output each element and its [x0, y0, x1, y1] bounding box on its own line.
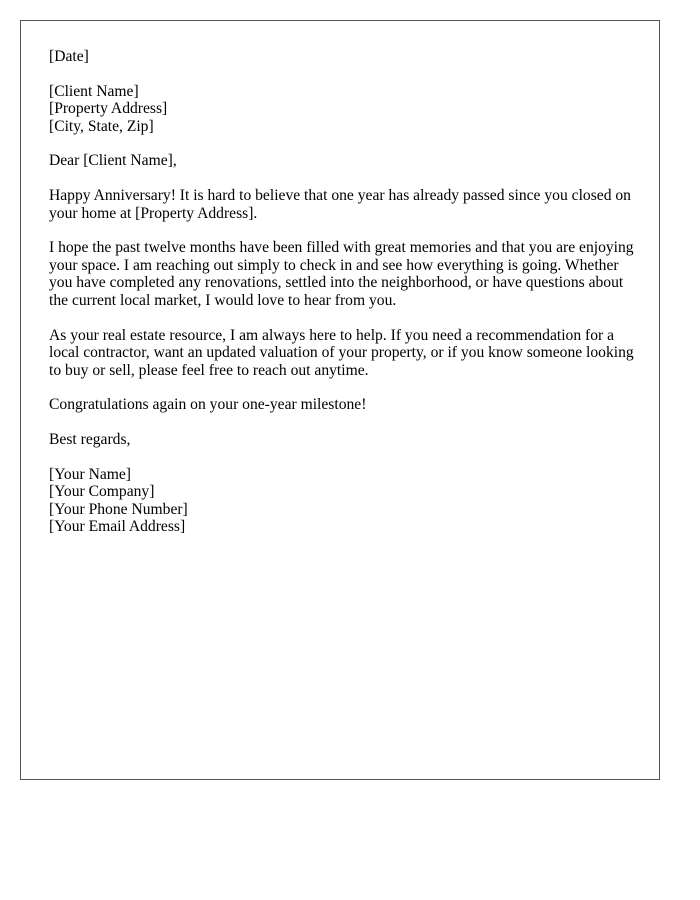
signature-name: [Your Name]: [49, 465, 132, 483]
recipient-block: [49, 83, 639, 136]
closing-block: [49, 431, 639, 449]
letter-page: [20, 20, 660, 780]
signature-block: [49, 466, 639, 536]
paragraph-check-in: I hope the past twelve months have been filled with great memories and that you are enjoying your space. I am reaching out simply to check in and see how everything is going. Whether you have completed any renovations, settled into the neighborhood, or have questions about the current local market, I would love to hear from you.: [49, 239, 634, 309]
signature-company: [Your Company]: [49, 483, 155, 501]
letter-date: [Date]: [49, 48, 89, 65]
signature-phone: [Your Phone Number]: [49, 500, 188, 518]
letter-body: [49, 48, 639, 553]
recipient-name: [Client Name]: [49, 82, 139, 100]
paragraph-congratulations: Congratulations again on your one-year milestone!: [49, 396, 367, 414]
salutation-block: [49, 152, 639, 170]
recipient-address: [Property Address]: [49, 100, 168, 118]
paragraph-resource: As your real estate resource, I am always here to help. If you need a recommendation for a local contractor, want an updated valuation of your property, or if you know someone looking to buy or sell, please feel free to reach out anytime.: [49, 326, 634, 379]
signature-email: [Your Email Address]: [49, 518, 186, 536]
salutation: Dear [Client Name],: [49, 152, 177, 170]
date-block: [49, 48, 639, 66]
recipient-city-state-zip: [City, State, Zip]: [49, 117, 154, 135]
paragraph-anniversary: Happy Anniversary! It is hard to believe that one year has already passed since you closed on your home at [Property Address].: [49, 186, 631, 222]
closing: Best regards,: [49, 430, 131, 448]
